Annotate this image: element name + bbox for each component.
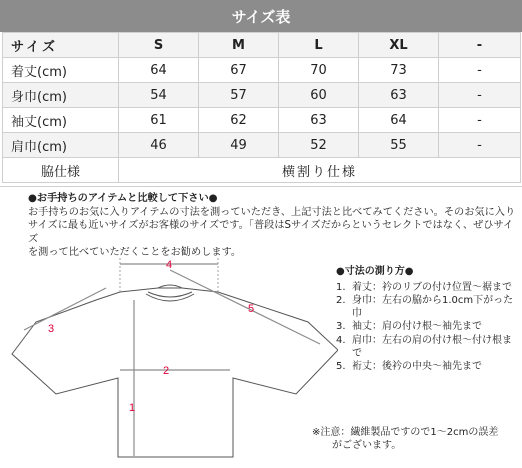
table-row [3,133,521,158]
table-cell: - [439,133,521,158]
table-cell: 55 [359,133,439,158]
compare-notice [28,192,518,260]
list-item [336,295,520,320]
list-item [336,282,520,295]
item-number: 3. [336,321,346,333]
table-row [3,108,521,133]
table-cell: 63 [279,108,359,133]
dimension-label-5: 5 [248,303,255,315]
table-cell: - [439,58,521,83]
size-header-row [3,33,521,58]
table-cell: 62 [199,108,279,133]
size-table [2,32,521,183]
table-row [3,83,521,108]
size-col-m: M [199,33,279,58]
row-label: 身巾(cm) [3,83,119,108]
table-cell: 64 [359,108,439,133]
table-cell: 67 [199,58,279,83]
item-text: 肩巾：左右の肩の付け根～付け根まで [352,334,512,359]
spec-row [3,158,521,183]
shirt-outline [12,288,338,457]
list-item [336,321,520,334]
table-cell: 73 [359,58,439,83]
item-number: 1. [336,281,346,293]
list-item [336,361,520,374]
dimension-label-2: 2 [163,365,170,377]
size-header-label: サイズ [3,33,119,58]
notice-line: お手持ちのお気に入りアイテムの寸法を測っていただき、上記寸法と比べてみてください。そのお気に入り [28,206,516,218]
table-cell: - [439,108,521,133]
caution-line: がございます。 [312,440,402,451]
size-col-l: L [279,33,359,58]
instructions-title: ●寸法の測り方● [336,266,414,277]
size-col-extra: - [439,33,521,58]
row-label: 肩巾(cm) [3,133,119,158]
notice-line: を測って比べていただくことをお勧めします。 [28,247,242,259]
table-cell: 64 [119,58,199,83]
table-row [3,58,521,83]
item-number: 2. [336,295,346,307]
table-cell: 70 [279,58,359,83]
notice-line: サイズに最も近いサイズがお客様のサイズです。「普段はSサイズだからというセレクトではなく、ぜひサイズ [28,220,514,245]
row-label: 袖丈(cm) [3,108,119,133]
item-number: 5. [336,361,346,373]
item-text: 袖丈：肩の付け根～袖先まで [352,321,482,333]
table-cell: 61 [119,108,199,133]
table-cell: 46 [119,133,199,158]
table-cell: 49 [199,133,279,158]
table-cell: - [439,83,521,108]
spec-label: 脇仕様 [3,158,119,183]
row-label: 着丈(cm) [3,58,119,83]
table-cell: 54 [119,83,199,108]
item-text: 着丈：衿のリブの付け位置～裾まで [352,281,512,293]
size-col-s: S [119,33,199,58]
size-col-xl: XL [359,33,439,58]
dimension-label-1: 1 [129,402,136,414]
item-text: 裄丈：後衿の中央～袖先まで [352,361,482,373]
notice-heading: ●お手持ちのアイテムと比較して下さい● [28,193,218,204]
caution-note [312,426,520,452]
dimension-label-4: 4 [166,259,173,271]
table-cell: 57 [199,83,279,108]
dimension-label-3: 3 [48,323,55,335]
item-number: 4. [336,334,346,346]
caution-line: ※注意：繊維製品ですので1～2cmの誤差 [312,427,499,438]
spec-value: 横割り仕様 [119,158,521,183]
size-chart-title: サイズ表 [0,0,522,32]
measurement-instructions [336,266,520,375]
list-item [336,335,520,360]
table-cell: 52 [279,133,359,158]
item-text: 身巾：左右の脇から1.0cm下がった巾 [352,295,514,319]
table-cell: 60 [279,83,359,108]
table-cell: 63 [359,83,439,108]
garment-diagram [8,252,338,464]
